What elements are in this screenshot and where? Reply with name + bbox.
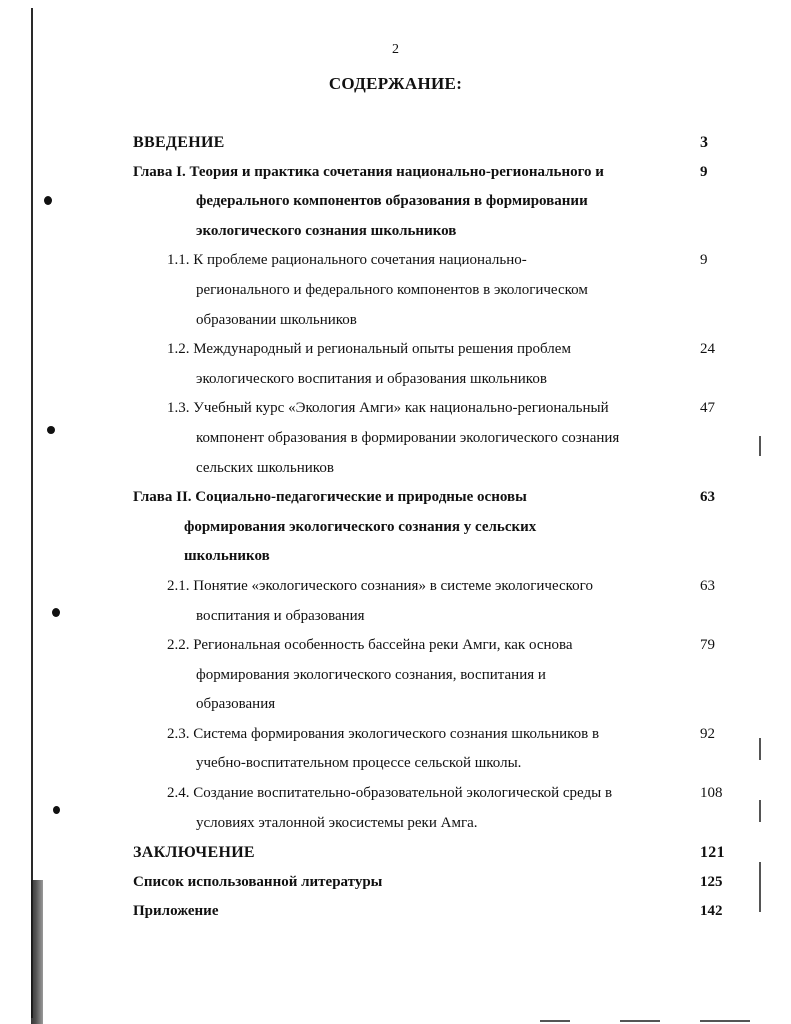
toc-line: образования — [196, 696, 276, 713]
scan-mark — [620, 1020, 660, 1022]
toc-entry-1-3 — [0, 394, 791, 483]
toc-line: Глава I. Теория и практика сочетания национально-регионального и — [133, 163, 604, 180]
toc-page-number: 121 — [700, 844, 725, 862]
toc-line: 2.1. Понятие «экологического сознания» в системе экологического — [167, 577, 593, 594]
toc-page-number: 9 — [700, 163, 708, 180]
scan-mark — [540, 1020, 570, 1022]
toc-line: образовании школьников — [196, 311, 357, 328]
toc-line: сельских школьников — [196, 459, 334, 476]
toc-entry-1-1 — [0, 246, 791, 335]
toc-page-number: 9 — [700, 252, 708, 269]
toc-line: компонент образования в формировании экологического сознания — [196, 429, 620, 446]
toc-entry-chapter-2 — [0, 483, 791, 572]
toc-page-number: 108 — [700, 785, 723, 802]
toc-line: школьников — [184, 548, 270, 565]
toc-page-number: 63 — [700, 489, 715, 506]
toc-page-number: 92 — [700, 725, 715, 742]
toc-page-number: 125 — [700, 873, 723, 890]
toc-line: Глава II. Социально-педагогические и природные основы — [133, 489, 527, 506]
toc-entry-2-2 — [0, 631, 791, 720]
toc-line: условиях эталонной экосистемы реки Амга. — [196, 814, 478, 831]
toc-line: регионального и федерального компонентов в экологическом — [196, 281, 588, 298]
page-number: 2 — [392, 42, 399, 57]
toc-line: формирования экологического сознания у сельских — [184, 518, 537, 535]
toc-line: 2.2. Региональная особенность бассейна реки Амги, как основа — [167, 637, 573, 654]
toc-line: Список использованной литературы — [133, 873, 383, 890]
toc-page-number: 3 — [700, 134, 709, 151]
toc-page-number: 142 — [700, 903, 723, 920]
toc-line: 2.4. Создание воспитательно-образовательной экологической среды в — [167, 785, 613, 802]
toc-page-number: 63 — [700, 577, 715, 594]
page-title: СОДЕРЖАНИЕ: — [328, 74, 463, 93]
toc-entry-references — [0, 868, 791, 898]
toc-entry-intro — [0, 128, 791, 158]
toc-line: воспитания и образования — [196, 607, 365, 624]
toc-line: ЗАКЛЮЧЕНИЕ — [133, 844, 255, 862]
toc-entry-1-2 — [0, 335, 791, 394]
toc-entry-conclusion — [0, 838, 791, 868]
toc-line: Приложение — [133, 903, 219, 920]
toc-entry-appendix — [0, 897, 791, 927]
toc-entry-2-1 — [0, 572, 791, 631]
toc-page-number: 79 — [700, 637, 715, 654]
toc-page-number: 47 — [700, 400, 715, 417]
toc-entry-2-4 — [0, 779, 791, 838]
toc-line: 1.3. Учебный курс «Экология Амги» как национально-региональный — [167, 400, 609, 417]
toc-line: 2.3. Система формирования экологического сознания школьников в — [167, 725, 600, 742]
scan-mark — [700, 1020, 750, 1022]
toc-line: федерального компонентов образования в формировании — [196, 193, 588, 210]
toc-entry-2-3 — [0, 720, 791, 779]
toc-line: экологического сознания школьников — [196, 222, 457, 239]
toc-line: учебно-воспитательном процессе сельской школы. — [196, 755, 522, 772]
toc-entry-chapter-1 — [0, 158, 791, 247]
toc-line: 1.2. Международный и региональный опыты решения проблем — [167, 341, 571, 358]
toc-page-number: 24 — [700, 341, 715, 358]
toc-line: ВВЕДЕНИЕ — [133, 134, 225, 151]
toc-line: 1.1. К проблеме рационального сочетания национально- — [167, 252, 527, 269]
table-of-contents — [0, 128, 791, 927]
toc-line: экологического воспитания и образования школьников — [196, 370, 547, 387]
toc-line: формирования экологического сознания, воспитания и — [196, 666, 546, 683]
